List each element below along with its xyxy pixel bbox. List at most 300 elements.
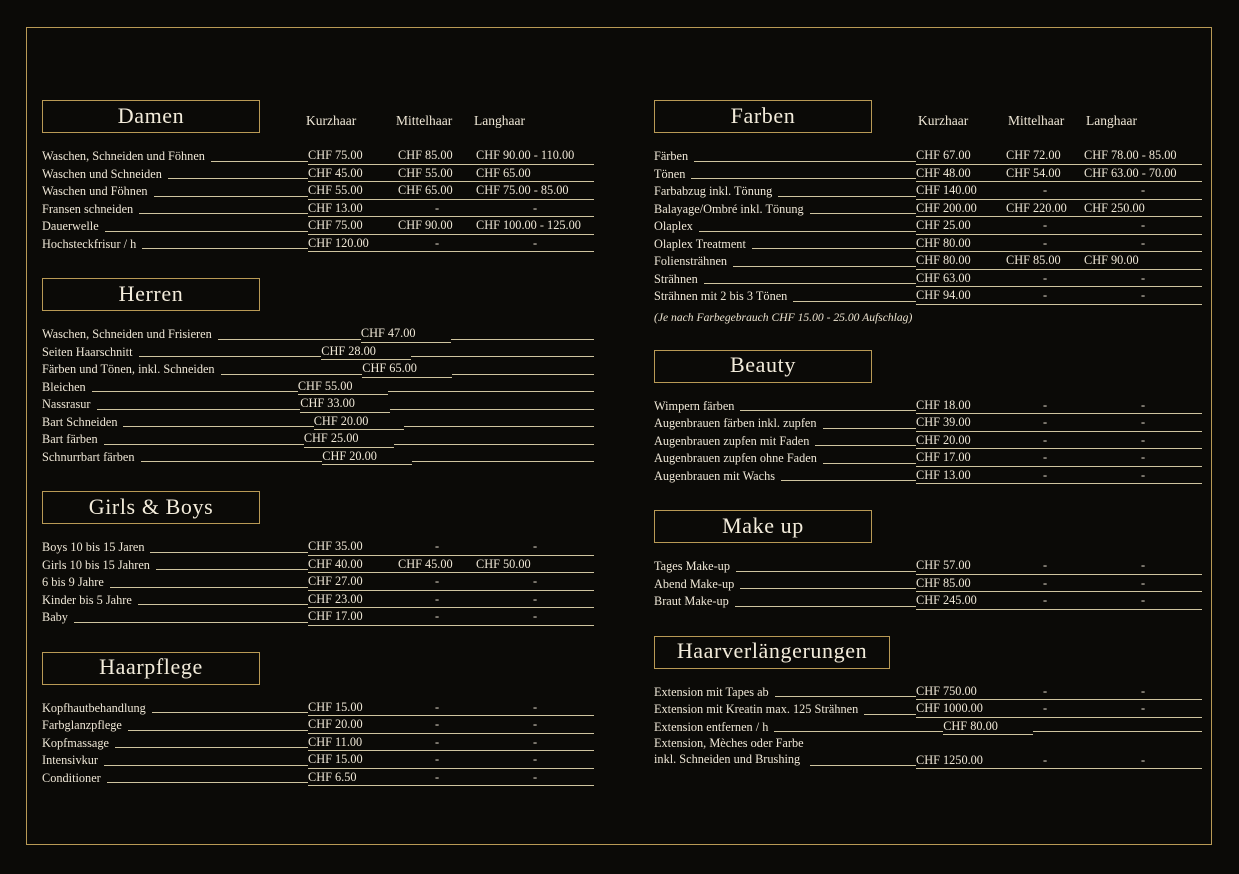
price-langhaar: -	[476, 540, 594, 555]
service-label: Farbglanzpflege	[42, 718, 122, 733]
price-langhaar: -	[1084, 399, 1202, 414]
column-header-langhaar: Langhaar	[1086, 113, 1137, 128]
section-title-herren: Herren	[118, 280, 184, 306]
price-langhaar: CHF 50.00	[476, 558, 594, 573]
section-title-haarverlaengerungen: Haarverlängerungen	[676, 638, 868, 663]
price-kurzhaar: CHF 94.00	[916, 289, 1006, 304]
table-row	[42, 430, 594, 448]
price-kurzhaar: CHF 245.00	[916, 594, 1006, 609]
leader-line	[704, 283, 916, 284]
price-mittelhaar: -	[398, 736, 476, 751]
section-title-box-damen	[42, 100, 260, 133]
service-label: Waschen, Schneiden und Frisieren	[42, 327, 212, 342]
service-label-multiline	[654, 736, 810, 769]
service-label: Fransen schneiden	[42, 201, 134, 216]
price-mittelhaar: -	[1006, 237, 1084, 252]
price-mittelhaar: CHF 65.00	[398, 184, 476, 199]
price-mittelhaar: -	[1006, 754, 1084, 769]
price-kurzhaar: CHF 15.00	[308, 701, 398, 716]
service-label: Nassrasur	[42, 397, 91, 412]
leader-line	[781, 480, 916, 481]
price-mittelhaar: -	[1006, 559, 1084, 574]
table-row	[654, 270, 1202, 288]
price-kurzhaar: CHF 20.00	[314, 415, 404, 430]
table-row	[42, 413, 594, 431]
price-kurzhaar: CHF 27.00	[308, 575, 398, 590]
rows-haarpflege	[42, 699, 594, 787]
price-kurzhaar: CHF 33.00	[300, 397, 390, 412]
service-label: Farbabzug inkl. Tönung	[654, 184, 773, 199]
price-mittelhaar: -	[398, 771, 476, 786]
table-row	[42, 395, 594, 413]
price-mittelhaar: CHF 72.00	[1006, 149, 1084, 164]
price-mittelhaar: -	[398, 718, 476, 733]
table-row	[42, 556, 594, 574]
price-kurzhaar: CHF 1250.00	[916, 754, 1006, 769]
section-girls-boys	[42, 491, 594, 626]
table-row	[42, 325, 594, 343]
section-title-make-up: Make up	[722, 512, 804, 538]
column-headers-farben	[918, 113, 1176, 133]
section-header-make-up	[654, 510, 1202, 543]
price-mittelhaar: -	[398, 753, 476, 768]
table-row	[654, 287, 1202, 305]
leader-line	[141, 461, 323, 462]
table-row	[42, 608, 594, 626]
service-label: Waschen, Schneiden und Föhnen	[42, 149, 205, 164]
price-kurzhaar: CHF 57.00	[916, 559, 1006, 574]
price-kurzhaar: CHF 55.00	[298, 380, 388, 395]
table-row	[654, 147, 1202, 165]
price-kurzhaar: CHF 67.00	[916, 149, 1006, 164]
table-row	[654, 467, 1202, 485]
section-title-box-herren	[42, 278, 260, 311]
price-mittelhaar: CHF 90.00	[398, 219, 476, 234]
leader-line	[211, 161, 308, 162]
rows-make-up	[654, 557, 1202, 610]
price-kurzhaar: CHF 18.00	[916, 399, 1006, 414]
price-langhaar: -	[476, 718, 594, 733]
price-columns	[42, 100, 1202, 812]
price-mittelhaar: -	[1006, 685, 1084, 700]
leader-line	[699, 231, 916, 232]
leader-line	[152, 712, 308, 713]
section-title-box-girls-boys	[42, 491, 260, 524]
leader-line	[156, 569, 308, 570]
price-langhaar: CHF 100.00 - 125.00	[476, 219, 594, 234]
leader-line	[740, 588, 916, 589]
section-title-box-make-up	[654, 510, 872, 543]
service-label: Augenbrauen zupfen mit Faden	[654, 433, 810, 448]
leader-line	[823, 463, 916, 464]
price-langhaar: -	[476, 753, 594, 768]
section-header-damen	[42, 100, 594, 133]
price-mittelhaar: -	[1006, 399, 1084, 414]
leader-line	[97, 409, 301, 410]
price-kurzhaar: CHF 13.00	[308, 202, 398, 217]
section-title-haarpflege: Haarpflege	[99, 654, 203, 679]
section-header-herren	[42, 278, 594, 311]
rows-herren	[42, 325, 594, 465]
price-langhaar: -	[476, 237, 594, 252]
price-langhaar: -	[1084, 219, 1202, 234]
section-title-damen: Damen	[117, 102, 185, 128]
column-header-kurzhaar: Kurzhaar	[918, 113, 969, 128]
section-beauty	[654, 350, 1202, 485]
table-row	[42, 573, 594, 591]
price-kurzhaar: CHF 75.00	[308, 219, 398, 234]
price-langhaar: -	[1084, 559, 1202, 574]
price-langhaar: -	[1084, 184, 1202, 199]
price-langhaar: -	[476, 701, 594, 716]
price-langhaar: -	[1084, 702, 1202, 717]
leader-line	[775, 696, 916, 697]
price-kurzhaar: CHF 140.00	[916, 184, 1006, 199]
price-kurzhaar: CHF 20.00	[916, 434, 1006, 449]
price-kurzhaar: CHF 28.00	[321, 345, 411, 360]
price-mittelhaar: -	[1006, 289, 1084, 304]
leader-line	[168, 178, 308, 179]
leader-line	[128, 730, 308, 731]
leader-line	[774, 731, 943, 732]
table-row	[42, 200, 594, 218]
table-row	[654, 252, 1202, 270]
section-haarpflege	[42, 652, 594, 787]
table-row	[654, 165, 1202, 183]
service-label: Hochsteckfrisur / h	[42, 236, 137, 251]
service-label: Girls 10 bis 15 Jahren	[42, 557, 150, 572]
price-kurzhaar: CHF 75.00	[308, 149, 398, 164]
leader-line	[105, 231, 308, 232]
section-title-beauty: Beauty	[730, 352, 796, 377]
service-label: Augenbrauen mit Wachs	[654, 468, 776, 483]
price-kurzhaar: CHF 80.00	[916, 237, 1006, 252]
price-mittelhaar: -	[398, 593, 476, 608]
table-row	[42, 147, 594, 165]
column-header-mittelhaar: Mittelhaar	[396, 113, 453, 128]
price-mittelhaar: -	[398, 540, 476, 555]
service-label: Seiten Haarschnitt	[42, 344, 133, 359]
section-header-farben	[654, 100, 1202, 133]
price-kurzhaar: CHF 25.00	[304, 432, 394, 447]
rows-girls-boys	[42, 538, 594, 626]
section-title-box-haarpflege	[42, 652, 260, 685]
service-label: Kopfhautbehandlung	[42, 700, 146, 715]
leader-line	[115, 747, 308, 748]
leader-line	[778, 196, 916, 197]
table-row	[654, 592, 1202, 610]
leader-line	[736, 571, 916, 572]
price-langhaar: -	[1084, 685, 1202, 700]
price-langhaar: -	[476, 575, 594, 590]
rows-farben	[654, 147, 1202, 305]
service-label: Augenbrauen zupfen ohne Faden	[654, 451, 817, 466]
leader-line	[139, 213, 308, 214]
service-label: Kopfmassage	[42, 735, 109, 750]
service-label: Bart Schneiden	[42, 414, 118, 429]
leader-line	[110, 587, 308, 588]
service-label: Foliensträhnen	[654, 254, 728, 269]
leader-line	[864, 714, 916, 715]
price-langhaar: -	[1084, 416, 1202, 431]
price-mittelhaar: -	[1006, 272, 1084, 287]
leader-line	[104, 765, 308, 766]
leader-line	[793, 301, 916, 302]
column-header-langhaar: Langhaar	[474, 113, 525, 128]
service-label: Balayage/Ombré inkl. Tönung	[654, 201, 804, 216]
leader-line	[104, 444, 304, 445]
price-kurzhaar: CHF 750.00	[916, 685, 1006, 700]
table-row	[42, 343, 594, 361]
price-underline	[394, 444, 594, 445]
price-langhaar: -	[1084, 289, 1202, 304]
service-label: Augenbrauen färben inkl. zupfen	[654, 416, 817, 431]
table-row	[654, 414, 1202, 432]
price-langhaar: -	[476, 736, 594, 751]
price-underline	[451, 339, 594, 340]
column-header-mittelhaar: Mittelhaar	[1008, 113, 1065, 128]
leader-line	[735, 606, 916, 607]
price-kurzhaar: CHF 35.00	[308, 540, 398, 555]
table-row	[42, 769, 594, 787]
price-langhaar: -	[1084, 434, 1202, 449]
section-title-farben: Farben	[730, 102, 796, 128]
service-label: Extension mit Kreatin max. 125 Strähnen	[654, 702, 859, 717]
service-label: Dauerwelle	[42, 219, 99, 234]
service-label: Waschen und Föhnen	[42, 184, 148, 199]
price-langhaar: -	[476, 593, 594, 608]
price-kurzhaar: CHF 15.00	[308, 753, 398, 768]
service-label-line1: Extension, Mèches oder Farbe	[654, 736, 804, 751]
price-kurzhaar: CHF 47.00	[361, 327, 451, 342]
section-header-beauty	[654, 350, 1202, 383]
service-label: Färben und Tönen, inkl. Schneiden	[42, 362, 215, 377]
service-label: Tönen	[654, 166, 686, 181]
column-header-kurzhaar: Kurzhaar	[306, 113, 357, 128]
leader-line	[740, 410, 916, 411]
price-mittelhaar: CHF 220.00	[1006, 202, 1084, 217]
rows-damen	[42, 147, 594, 252]
service-label: Kinder bis 5 Jahre	[42, 592, 132, 607]
price-underline	[411, 356, 594, 357]
price-mittelhaar: -	[1006, 577, 1084, 592]
price-langhaar: CHF 90.00	[1084, 254, 1202, 269]
table-row	[42, 217, 594, 235]
price-underline	[1033, 731, 1202, 732]
price-langhaar: -	[1084, 469, 1202, 484]
section-haarverlaengerungen	[654, 636, 1202, 770]
table-row	[42, 448, 594, 466]
price-kurzhaar: CHF 120.00	[308, 237, 398, 252]
price-kurzhaar: CHF 55.00	[308, 184, 398, 199]
price-kurzhaar: CHF 6.50	[308, 771, 398, 786]
price-mittelhaar: -	[1006, 416, 1084, 431]
price-mittelhaar: -	[398, 202, 476, 217]
price-mittelhaar: -	[398, 237, 476, 252]
price-underline	[404, 426, 594, 427]
leader-line	[138, 604, 308, 605]
table-row	[654, 217, 1202, 235]
table-row	[654, 735, 1202, 769]
price-kurzhaar: CHF 39.00	[916, 416, 1006, 431]
section-title-box-beauty	[654, 350, 872, 383]
table-row	[654, 683, 1202, 701]
price-kurzhaar: CHF 20.00	[308, 718, 398, 733]
leader-line	[810, 213, 916, 214]
price-kurzhaar: CHF 20.00	[322, 450, 412, 465]
price-langhaar: -	[476, 610, 594, 625]
price-kurzhaar: CHF 11.00	[308, 736, 398, 751]
right-column	[654, 100, 1202, 812]
table-row	[654, 397, 1202, 415]
table-row	[42, 378, 594, 396]
price-mittelhaar: -	[398, 701, 476, 716]
price-mittelhaar: CHF 55.00	[398, 167, 476, 182]
price-kurzhaar: CHF 80.00	[916, 254, 1006, 269]
price-mittelhaar: CHF 45.00	[398, 558, 476, 573]
column-headers-damen	[306, 113, 564, 133]
service-label: Wimpern färben	[654, 398, 735, 413]
price-mittelhaar: CHF 85.00	[1006, 254, 1084, 269]
service-label: Olaplex Treatment	[654, 236, 746, 251]
price-langhaar: CHF 90.00 - 110.00	[476, 149, 594, 164]
service-label-line2: inkl. Schneiden und Brushing	[654, 751, 801, 766]
service-label: Olaplex	[654, 219, 693, 234]
price-langhaar: CHF 250.00	[1084, 202, 1202, 217]
price-mittelhaar: -	[1006, 434, 1084, 449]
price-kurzhaar: CHF 85.00	[916, 577, 1006, 592]
rows-beauty	[654, 397, 1202, 485]
section-header-haarverlaengerungen	[654, 636, 1202, 669]
table-row	[654, 449, 1202, 467]
service-label: Intensivkur	[42, 753, 99, 768]
table-row	[654, 700, 1202, 718]
price-kurzhaar: CHF 23.00	[308, 593, 398, 608]
table-row	[654, 718, 1202, 736]
price-langhaar: CHF 65.00	[476, 167, 594, 182]
table-row	[42, 165, 594, 183]
price-kurzhaar: CHF 1000.00	[916, 702, 1006, 717]
rows-haarverlaengerungen	[654, 683, 1202, 770]
section-title-girls-boys: Girls & Boys	[88, 493, 214, 519]
service-label: Extension entfernen / h	[654, 719, 769, 734]
leader-line	[142, 248, 308, 249]
leader-line	[139, 356, 322, 357]
table-row	[42, 734, 594, 752]
table-row	[654, 200, 1202, 218]
section-herren	[42, 278, 594, 465]
price-mittelhaar: -	[1006, 219, 1084, 234]
section-header-haarpflege	[42, 652, 594, 685]
price-underline	[412, 461, 594, 462]
price-underline	[452, 374, 594, 375]
table-row	[654, 575, 1202, 593]
price-langhaar: -	[1084, 577, 1202, 592]
table-row	[42, 716, 594, 734]
price-langhaar: -	[1084, 594, 1202, 609]
leader-line	[221, 374, 363, 375]
service-label: Abend Make-up	[654, 576, 735, 591]
section-title-box-haarverlaengerungen	[654, 636, 890, 669]
table-row	[42, 751, 594, 769]
table-row	[42, 235, 594, 253]
table-row	[654, 432, 1202, 450]
service-label: Bart färben	[42, 432, 98, 447]
price-langhaar: -	[1084, 451, 1202, 466]
price-kurzhaar: CHF 48.00	[916, 167, 1006, 182]
table-row	[654, 235, 1202, 253]
table-row	[654, 182, 1202, 200]
service-label: Boys 10 bis 15 Jaren	[42, 540, 145, 555]
service-label: Strähnen	[654, 271, 698, 286]
service-label: Schnurrbart färben	[42, 449, 135, 464]
leader-line	[810, 765, 916, 766]
leader-line	[150, 552, 308, 553]
price-mittelhaar: -	[1006, 451, 1084, 466]
table-row	[42, 591, 594, 609]
price-underline	[390, 409, 594, 410]
service-label: Baby	[42, 610, 68, 625]
price-langhaar: -	[1084, 237, 1202, 252]
price-langhaar: CHF 78.00 - 85.00	[1084, 149, 1202, 164]
price-langhaar: CHF 63.00 - 70.00	[1084, 167, 1202, 182]
table-row	[654, 557, 1202, 575]
leader-line	[733, 266, 916, 267]
leader-line	[218, 339, 361, 340]
leader-line	[92, 391, 298, 392]
price-kurzhaar: CHF 17.00	[916, 451, 1006, 466]
price-mittelhaar: -	[1006, 594, 1084, 609]
price-kurzhaar: CHF 17.00	[308, 610, 398, 625]
service-label: Tages Make-up	[654, 559, 730, 574]
price-mittelhaar: CHF 85.00	[398, 149, 476, 164]
leader-line	[694, 161, 916, 162]
price-kurzhaar: CHF 65.00	[362, 362, 452, 377]
section-header-girls-boys	[42, 491, 594, 524]
price-mittelhaar: -	[398, 575, 476, 590]
service-label: 6 bis 9 Jahre	[42, 575, 104, 590]
section-farben	[654, 100, 1202, 324]
leader-line	[74, 622, 308, 623]
price-langhaar: -	[1084, 754, 1202, 769]
price-langhaar: -	[476, 202, 594, 217]
leader-line	[823, 428, 916, 429]
table-row	[42, 538, 594, 556]
price-underline	[388, 391, 594, 392]
price-kurzhaar: CHF 200.00	[916, 202, 1006, 217]
price-mittelhaar: -	[398, 610, 476, 625]
farben-note: (Je nach Farbegebrauch CHF 15.00 - 25.00 Aufschlag)	[654, 310, 913, 324]
price-langhaar: CHF 75.00 - 85.00	[476, 184, 594, 199]
price-langhaar: -	[476, 771, 594, 786]
price-kurzhaar: CHF 13.00	[916, 469, 1006, 484]
leader-line	[107, 782, 308, 783]
service-label: Extension mit Tapes ab	[654, 684, 769, 699]
price-kurzhaar: CHF 25.00	[916, 219, 1006, 234]
leader-line	[154, 196, 308, 197]
section-make-up	[654, 510, 1202, 610]
left-column	[42, 100, 594, 812]
price-mittelhaar: -	[1006, 702, 1084, 717]
leader-line	[123, 426, 313, 427]
price-mittelhaar: CHF 54.00	[1006, 167, 1084, 182]
leader-line	[691, 178, 916, 179]
table-row	[42, 699, 594, 717]
section-damen	[42, 100, 594, 252]
service-label: Waschen und Schneiden	[42, 166, 162, 181]
service-label: Conditioner	[42, 770, 101, 785]
price-kurzhaar: CHF 45.00	[308, 167, 398, 182]
